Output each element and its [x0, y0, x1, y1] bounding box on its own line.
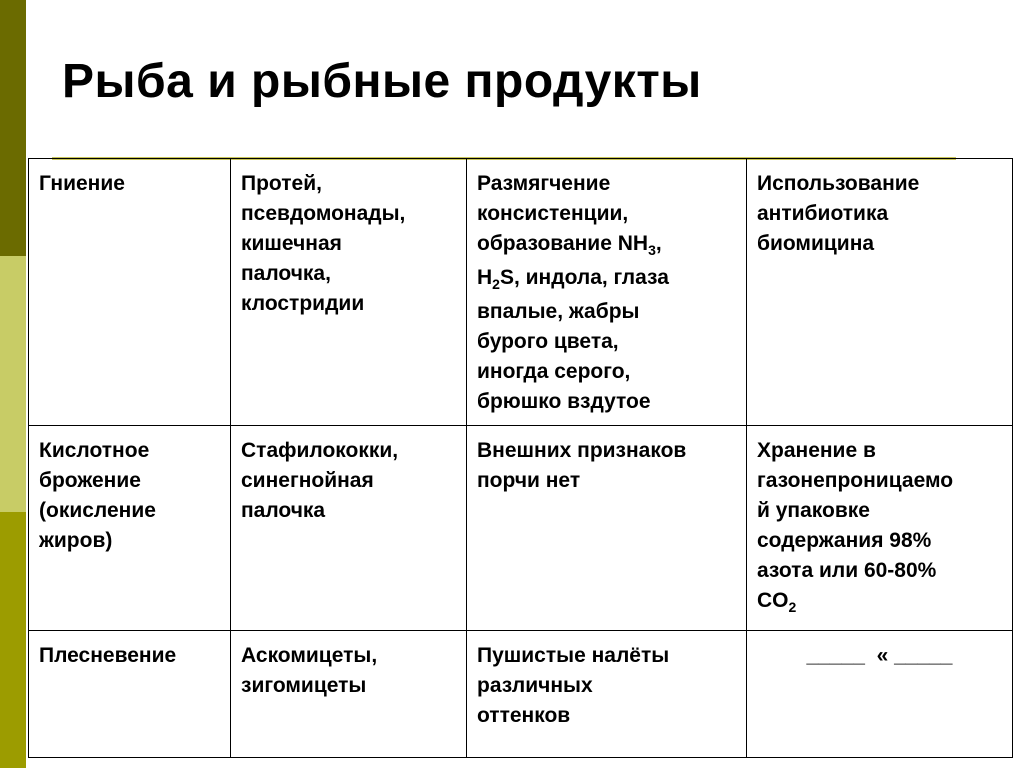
slide-title: Рыба и рыбные продукты — [62, 55, 702, 108]
cell-prevention — [747, 631, 1013, 758]
cell-prevention: Хранение в газонепроницаемо й упаковке содержания 98% азота или 60-80% $CO_2$ — [747, 426, 1013, 631]
table-row — [29, 631, 1013, 758]
cell-agents: Протей, псевдомонады, кишечная палочка, клостридии — [231, 159, 467, 426]
sidebar-bar-bottom — [0, 512, 26, 768]
spoilage-table — [28, 158, 1013, 758]
cell-prevention: Использование антибиотика биомицина — [747, 159, 1013, 426]
cell-process: Плесневение — [29, 631, 231, 758]
cell-process: Гниение — [29, 159, 231, 426]
formula-h2s: $H_2S$, индола, глаза — [477, 266, 669, 293]
cell-agents: Аскомицеты, зигомицеты — [231, 631, 467, 758]
table-row — [29, 426, 1013, 631]
cell-agents: Стафилококки, синегнойная палочка — [231, 426, 467, 631]
cell-signs: Внешних признаков порчи нет — [467, 426, 747, 631]
ditto-mark: _____ « _____ — [806, 644, 953, 667]
cell-process: Кислотное брожение (окисление жиров) — [29, 426, 231, 631]
table-row — [29, 159, 1013, 426]
sidebar-bar-middle — [0, 256, 26, 512]
formula-co2: $CO_2$ — [757, 589, 797, 616]
formula-nh3: образование $NH_3$, — [477, 232, 662, 259]
sidebar-bar-top — [0, 0, 26, 256]
cell-signs: Пушистые налёты различных оттенков — [467, 631, 747, 758]
cell-signs: Размягчение консистенции, образование $NH_3$, $H_2S$, индола, глаза впалые, жабры бурого цвета, иногда серого, брюшко вздутое — [467, 159, 747, 426]
